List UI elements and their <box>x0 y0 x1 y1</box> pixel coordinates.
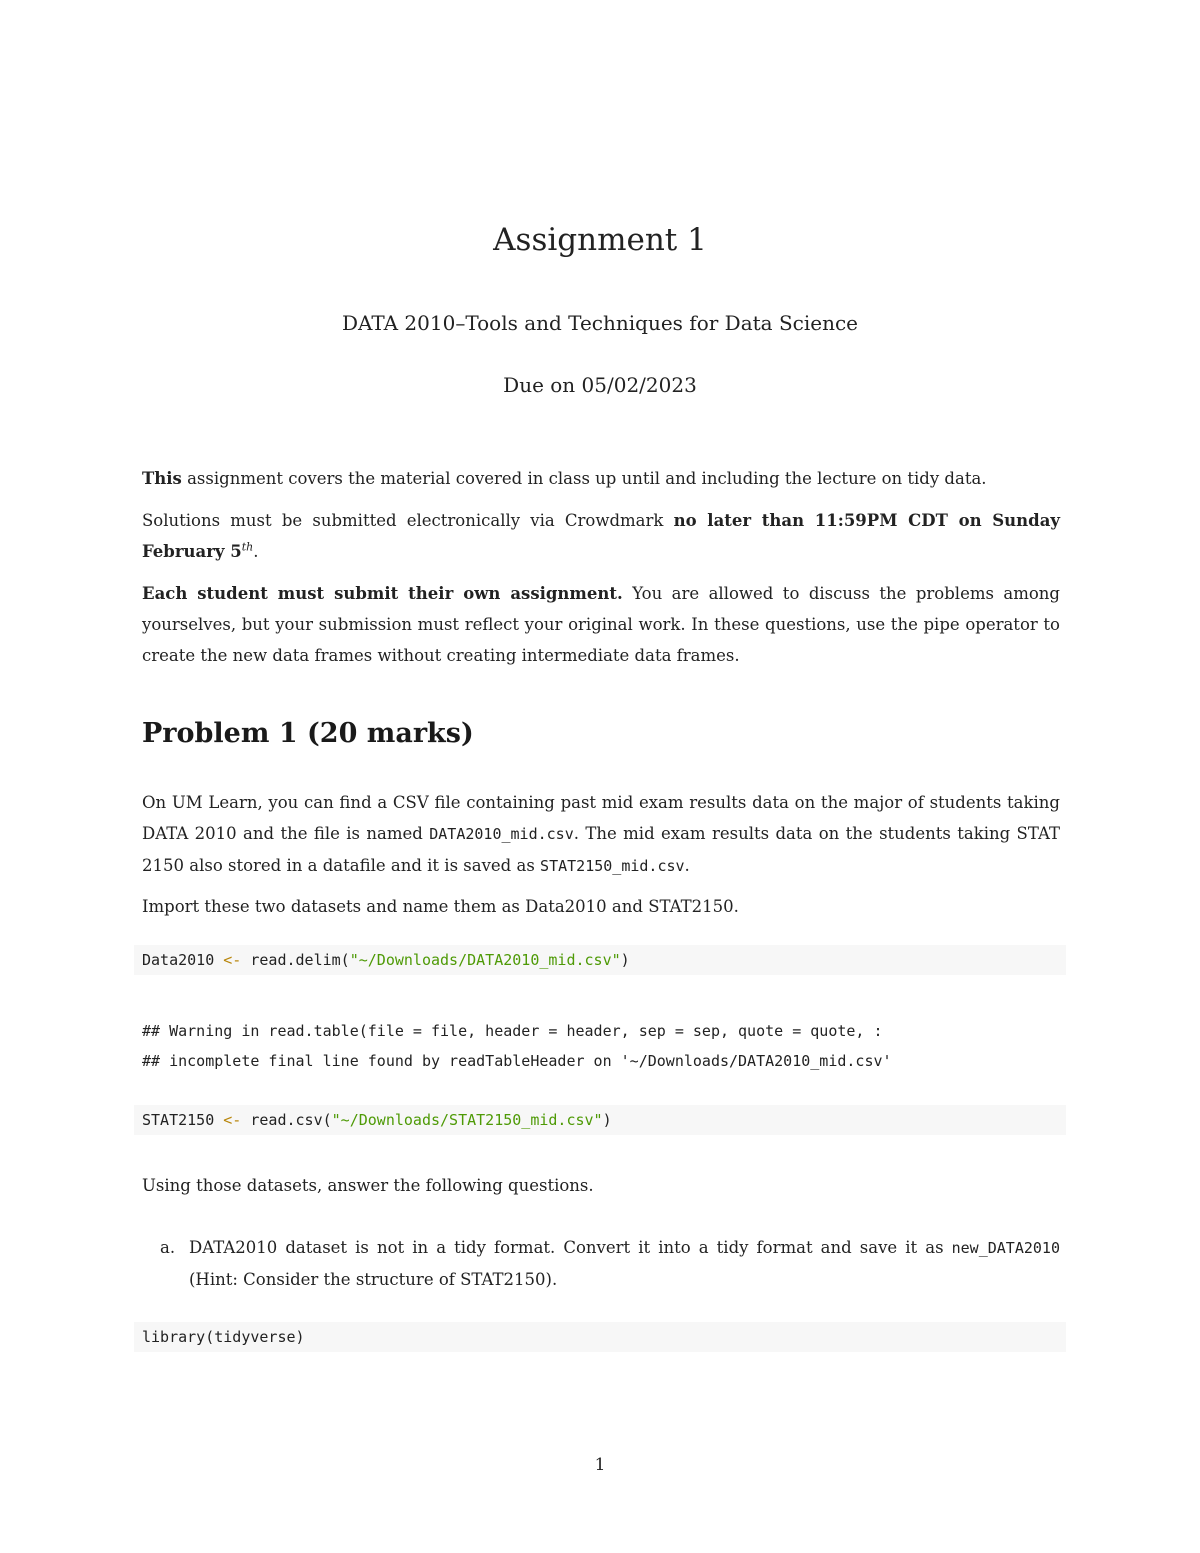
intro-paragraph-3 <box>142 578 1060 671</box>
code2-var: STAT2150 <box>142 1111 224 1129</box>
item-a-text-1: DATA2010 dataset is not in a tidy format. Convert it into a tidy format and save it as <box>189 1238 952 1257</box>
course-subtitle: DATA 2010–Tools and Techniques for Data Science <box>342 311 858 335</box>
due-date: Due on 05/02/2023 <box>503 373 697 397</box>
code2-assign-op: <- <box>223 1111 242 1129</box>
p1-filename-2: STAT2150_mid.csv <box>540 857 685 875</box>
code-chunk-read-data2010 <box>134 945 1066 975</box>
intro-p3-bold: Each student must submit their own assignment. <box>142 584 623 603</box>
code1-fn: read.delim( <box>241 951 350 969</box>
intro-p3-text: You are allowed to discuss the problems among yourselves, but your submission must reflect your original work. In these questions, use the pipe operator to create the new data frames without creating intermediate data frames. <box>142 584 1060 665</box>
code-output-warning-1: ## Warning in read.table(file = file, header = header, sep = sep, quote = quote, : <box>142 1022 883 1040</box>
deadline-superscript: th <box>241 540 254 554</box>
code2-string: "~/Downloads/STAT2150_mid.csv" <box>331 1111 603 1129</box>
code1-string: "~/Downloads/DATA2010_mid.csv" <box>349 951 621 969</box>
code2-fn: read.csv( <box>241 1111 332 1129</box>
document-title: Assignment 1 <box>493 222 707 258</box>
deadline-text: no later than 11:59PM CDT on Sunday February 5 <box>142 511 1060 561</box>
p1-text-c: . <box>684 856 690 875</box>
page-number: 1 <box>594 1455 606 1475</box>
item-a-code: new_DATA2010 <box>951 1239 1060 1257</box>
item-a-text-2: (Hint: Consider the structure of STAT2150). <box>189 1270 558 1289</box>
p1-text-a: On UM Learn, you can find a CSV file containing past mid exam results data on the major of students taking DATA 2010 and the file is named <box>142 793 1060 843</box>
code-chunk-read-stat2150 <box>134 1105 1066 1135</box>
problem-1-paragraph-3: Using those datasets, answer the following questions. <box>142 1176 594 1195</box>
intro-p2-text: Solutions must be submitted electronically via Crowdmark <box>142 511 674 530</box>
code2-end: ) <box>602 1111 612 1129</box>
code-chunk-library-tidyverse: library(tidyverse) <box>134 1322 1066 1352</box>
problem-1-paragraph-1 <box>142 787 1060 882</box>
p1-filename-1: DATA2010_mid.csv <box>429 825 574 843</box>
p1-text-b: . The mid exam results data on the students taking STAT 2150 also stored in a datafile and it is saved as <box>142 824 1060 875</box>
intro-paragraph-1 <box>142 463 1060 494</box>
intro-p2-end: . <box>253 542 259 561</box>
code1-end: ) <box>620 951 630 969</box>
code1-var: Data2010 <box>142 951 224 969</box>
code1-assign-op: <- <box>223 951 242 969</box>
list-item-a-marker: a. <box>160 1238 176 1257</box>
code-output-warning-2: ## incomplete final line found by readTableHeader on '~/Downloads/DATA2010_mid.csv' <box>142 1052 892 1070</box>
problem-1-heading: Problem 1 (20 marks) <box>142 718 474 749</box>
intro-p1-bold: This <box>142 469 182 488</box>
intro-paragraph-2 <box>142 505 1060 567</box>
intro-p1-text: assignment covers the material covered in class up until and including the lecture on tidy data. <box>181 469 987 488</box>
list-item-a <box>160 1232 1060 1294</box>
problem-1-paragraph-2: Import these two datasets and name them as Data2010 and STAT2150. <box>142 897 739 916</box>
list-item-a-content <box>189 1232 1060 1295</box>
